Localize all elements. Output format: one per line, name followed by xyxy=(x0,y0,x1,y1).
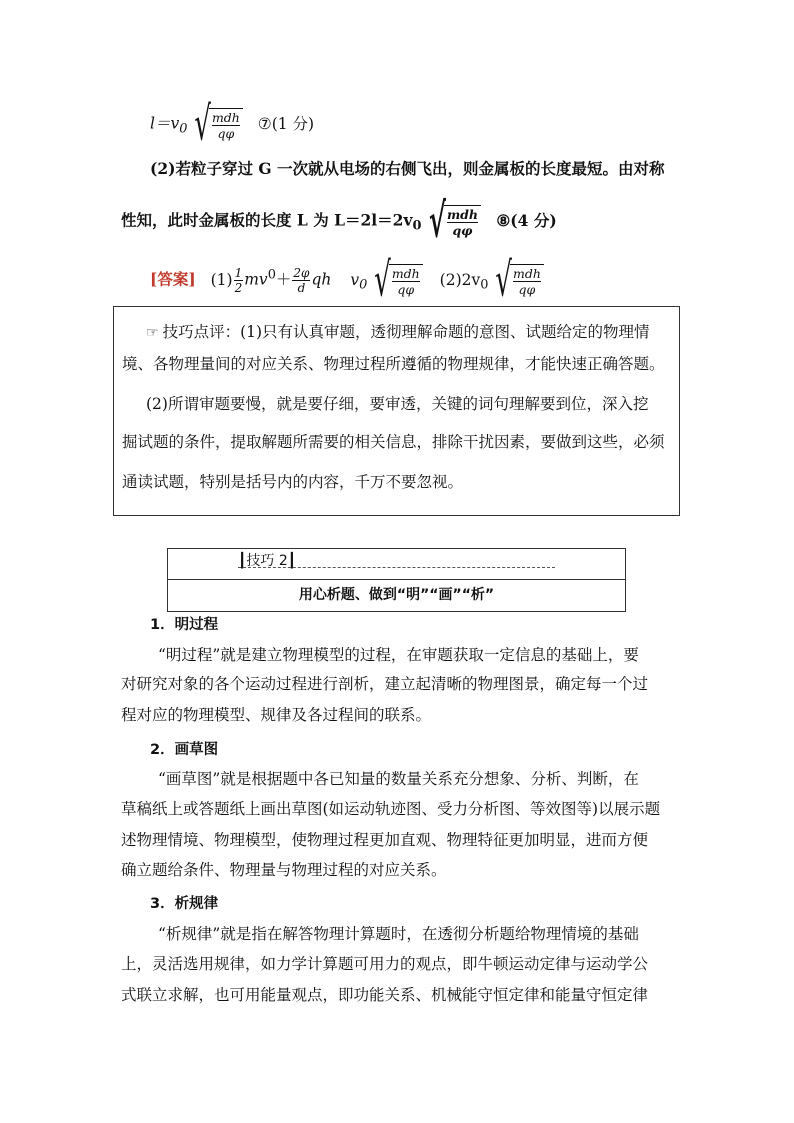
section-3-line-1: “析规律”就是指在解答物理计算题时，在透彻分析题给物理情境的基础 xyxy=(158,925,639,943)
section-2-heading: 2．画草图 xyxy=(150,742,219,758)
skill-box xyxy=(167,548,626,612)
sqrt-sign: √ $\frac{\text{mdh}}{q\varphi}$ xyxy=(495,264,543,297)
answer-term1: mv xyxy=(244,270,268,289)
section-3-line-3: 式联立求解，也可用能量观点，即功能关系、机械能守恒定律和能量守恒定律 xyxy=(121,986,649,1004)
answer-part2-denominator: qφ xyxy=(513,281,541,297)
answer-frac2-den: d xyxy=(297,281,306,295)
section-3-heading: 3．析规律 xyxy=(150,896,219,912)
skill-divider xyxy=(168,579,625,580)
answer-numerator: mdh xyxy=(391,266,420,281)
part2-denominator: qφ xyxy=(447,222,478,238)
eq7-sub: 0 xyxy=(179,121,188,137)
sqrt-sign: √ $\frac{\text{mdh}}{q\varphi}$ xyxy=(429,205,481,238)
skill-title: 用心析题、做到“明”“画”“析” xyxy=(298,587,495,603)
answer-sup: 0 xyxy=(267,267,276,283)
answer-plus: ＋ xyxy=(275,270,292,289)
section-3-line-2: 上，灵活选用规律，如力学计算题可用力的观点，即牛顿运动定律与运动学公 xyxy=(121,955,649,973)
answer-part2: (2)2v xyxy=(439,270,481,289)
part2-numerator: mdh xyxy=(446,207,478,222)
answer-sub: 0 xyxy=(359,277,368,293)
answer-part2-numerator: mdh xyxy=(512,266,541,281)
answer-frac1-den: 2 xyxy=(234,281,243,295)
equation-7 xyxy=(150,97,315,152)
answer-part1-label: (1) xyxy=(210,270,233,289)
review-line-2: 境、各物理量间的对应关系、物理过程所遵循的物理规律，才能快速正确答题。 xyxy=(122,355,665,373)
review-box xyxy=(113,306,680,516)
review-line-3: (2)所谓审题要慢，就是要仔细，要审透，关键的词句理解要到位，深入挖 xyxy=(146,395,649,413)
eq7-denominator: qφ xyxy=(212,125,240,141)
answer-v0: v xyxy=(350,270,360,289)
section-1-line-2: 对研究对象的各个运动过程进行剖析，建立起清晰的物理图景，确定每一个过 xyxy=(121,675,649,693)
sqrt-sign: √ $\frac{\text{mdh}}{q\varphi}$ xyxy=(374,264,422,297)
part2-sub: 0 xyxy=(412,218,422,234)
section-1-line-1: “明过程”就是建立物理模型的过程，在审题获取一定信息的基础上，要 xyxy=(158,646,639,664)
part2-line2-text: 性知，此时金属板的长度 L 为 L＝2l＝2v xyxy=(121,210,413,230)
answer-frac2-num: 2φ xyxy=(293,266,310,280)
answer-term2: qh xyxy=(311,270,332,289)
eq7-lhs: l＝v xyxy=(150,114,180,133)
section-2-line-2: 草稿纸上或答题纸上画出草图(如运动轨迹图、受力分析图、等效图等)以展示题 xyxy=(121,800,661,818)
review-line-1 xyxy=(146,321,650,344)
answer-part2-sub: 0 xyxy=(480,277,489,293)
review-text-1: 技巧点评：(1)只有认真审题，透彻理解命题的意图、试题给定的物理情 xyxy=(162,323,650,341)
part2-line2 xyxy=(121,194,557,249)
skill-label: ┃技巧 2┃ xyxy=(238,553,297,569)
answer-frac1-num: 1 xyxy=(234,266,243,280)
hand-pointing-icon: ☞ xyxy=(146,325,159,341)
sqrt-sign: √ $\frac{\text{mdh}}{q\varphi}$ xyxy=(194,108,242,141)
eq7-tag: ⑦(1 分) xyxy=(257,114,315,133)
review-line-4: 掘试题的条件，提取解题所需要的相关信息，排除干扰因素，要做到这些，必须 xyxy=(122,433,665,451)
answer-line xyxy=(150,253,546,308)
section-1-heading: 1．明过程 xyxy=(150,617,219,633)
section-1-line-3: 程对应的物理模型、规律及各过程间的联系。 xyxy=(121,706,432,724)
skill-dash-divider xyxy=(238,567,555,568)
section-2-line-3: 述物理情境、物理模型，使物理过程更加直观、物理特征更加明显，进而方便 xyxy=(121,831,649,849)
part2-line1: (2)若粒子穿过 G 一次就从电场的右侧飞出，则金属板的长度最短。由对称 xyxy=(150,159,665,178)
part2-tag: ⑧(4 分) xyxy=(496,210,557,230)
answer-tag: [答案] xyxy=(150,269,196,289)
answer-denominator: qφ xyxy=(392,281,420,297)
eq7-numerator: mdh xyxy=(211,110,240,125)
review-line-5: 通读试题，特别是括号内的内容，千万不要忽视。 xyxy=(122,473,464,491)
section-2-line-4: 确立题给条件、物理量与物理过程的对应关系。 xyxy=(121,861,447,879)
section-2-line-1: “画草图”就是根据题中各已知量的数量关系充分想象、分析、判断，在 xyxy=(158,770,639,788)
